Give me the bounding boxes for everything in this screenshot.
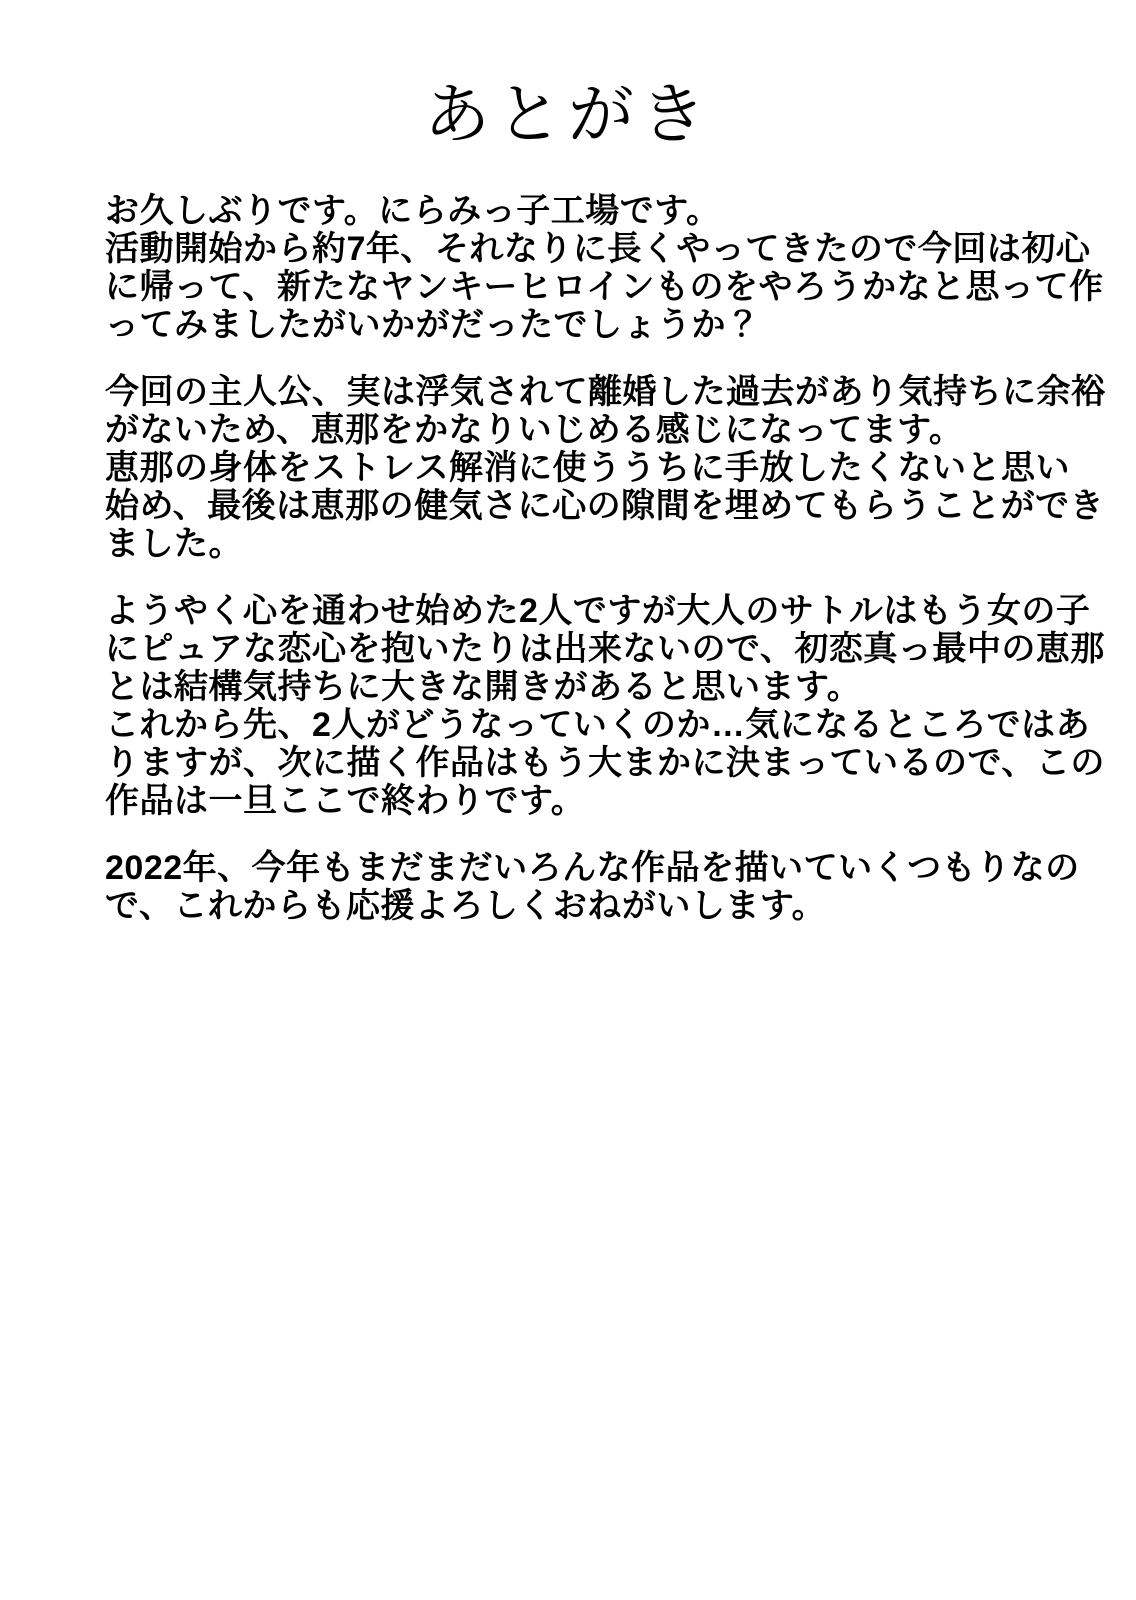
text-line: 作品は一旦ここで終わりです。 [105,782,586,820]
afterword-paragraph-4 [105,849,1080,925]
text-line: に帰って、新たなヤンキーヒロインものをやろうかなと思って作 [105,268,1104,306]
text-line: 恵那の身体をストレス解消に使ううちに手放したくないと思い [105,449,1070,487]
text-line: ってみましたがいかがだったでしょうか？ [105,306,761,344]
afterword-paragraph-2 [105,373,1106,563]
text-line: にピュアな恋心を抱いたりは出来ないので、初恋真っ最中の恵那 [105,630,1105,668]
text-line: これから先、2人がどうなっていくのか…気になるところではあ [105,706,1091,744]
page-title: あとがき [424,77,712,151]
text-line: で、これからも応援よろしくおねがいします。 [105,887,827,925]
afterword-paragraph-3 [105,592,1105,820]
text-line: お久しぶりです。にらみっ子工場です。 [105,192,721,230]
afterword-paragraph-1 [105,192,1104,344]
text-line: 2022年、今年もまだまだいろんな作品を描いていくつもりなの [105,849,1080,887]
text-line: 今回の主人公、実は浮気されて離婚した過去があり気持ちに余裕 [105,373,1106,411]
text-line: りますが、次に描く作品はもう大まかに決まっているので、この [105,744,1105,782]
text-line: ました。 [105,525,243,563]
text-line: がないため、恵那をかなりいじめる感じになってます。 [105,411,964,449]
afterword-body [105,192,1106,925]
text-line: 活動開始から約7年、それなりに長くやってきたので今回は初心 [105,230,1091,268]
text-line: 始め、最後は恵那の健気さに心の隙間を埋めてもらうことができ [105,487,1105,525]
text-line: とは結構気持ちに大きな開きがあると思います。 [105,668,862,706]
text-line: ようやく心を通わせ始めた2人ですが大人のサトルはもう女の子 [105,592,1091,630]
